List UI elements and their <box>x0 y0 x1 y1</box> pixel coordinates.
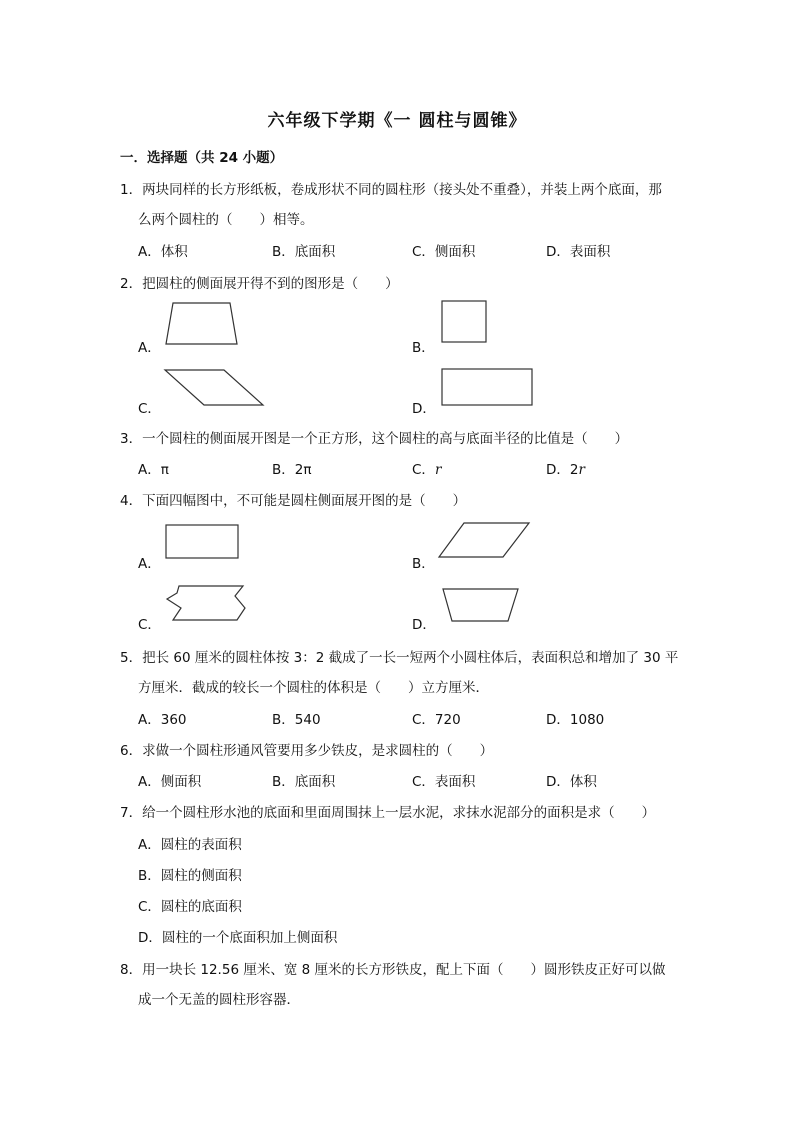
q3-option-d-letter: D．2 <box>546 462 579 478</box>
q2-option-c-label[interactable]: C． <box>138 401 161 417</box>
q4-option-b-label[interactable]: B． <box>412 556 435 572</box>
q7-option-b[interactable]: B．圆柱的侧面积 <box>138 868 242 884</box>
page-title: 六年级下学期《一 圆柱与圆锥》 <box>267 111 527 131</box>
q2-option-b-label[interactable]: B． <box>412 340 435 356</box>
q4-trapezoid-figure <box>442 588 522 624</box>
q6-option-d[interactable]: D．体积 <box>546 774 597 790</box>
q2-square-figure <box>441 300 489 344</box>
q3-text: 3．一个圆柱的侧面展开图是一个正方形，这个圆柱的高与底面半径的比值是（ ） <box>120 431 629 447</box>
q5-text-line2: 方厘米．截成的较长一个圆柱的体积是（ ）立方厘米． <box>138 680 489 696</box>
q1-text-line1: 1．两块同样的长方形纸板，卷成形状不同的圆柱形（接头处不重叠），并装上两个底面，那 <box>120 182 662 198</box>
q4-zigzag-figure <box>165 584 249 624</box>
q2-text: 2．把圆柱的侧面展开得不到的图形是（ ） <box>120 276 399 292</box>
q3-option-d-var: r <box>578 462 585 478</box>
q7-option-a[interactable]: A．圆柱的表面积 <box>138 837 242 853</box>
q6-option-a[interactable]: A．侧面积 <box>138 774 202 790</box>
q7-option-d[interactable]: D．圆柱的一个底面积加上侧面积 <box>138 930 338 946</box>
q3-option-c-var: r <box>434 462 442 478</box>
q4-parallelogram-figure <box>438 522 532 560</box>
q2-rectangle-figure <box>441 368 535 408</box>
q3-option-a[interactable]: A．π <box>138 462 169 478</box>
q2-option-d-label[interactable]: D． <box>412 401 436 417</box>
q3-option-d[interactable] <box>546 458 585 478</box>
q6-option-b[interactable]: B．底面积 <box>272 774 336 790</box>
q5-text-line1: 5．把长 60 厘米的圆柱体按 3：2 截成了一长一短两个小圆柱体后，表面积总和增加了 30 平 <box>120 650 679 666</box>
q4-option-d-label[interactable]: D． <box>412 617 436 633</box>
q4-text: 4．下面四幅图中，不可能是圆柱侧面展开图的是（ ） <box>120 493 467 509</box>
q3-option-c[interactable] <box>412 458 441 478</box>
q5-option-c[interactable]: C．720 <box>412 712 461 728</box>
q2-trapezoid-figure <box>165 302 245 346</box>
q8-text-line2: 成一个无盖的圆柱形容器． <box>138 992 300 1008</box>
q8-text-line1: 8．用一块长 12.56 厘米、宽 8 厘米的长方形铁皮，配上下面（ ）圆形铁皮正好可以做 <box>120 962 666 978</box>
q7-text: 7．给一个圆柱形水池的底面和里面周围抹上一层水泥，求抹水泥部分的面积是求（ ） <box>120 805 656 821</box>
q1-option-a[interactable]: A．体积 <box>138 244 188 260</box>
q5-option-d[interactable]: D．1080 <box>546 712 605 728</box>
q5-option-a[interactable]: A．360 <box>138 712 187 728</box>
q4-option-a-label[interactable]: A． <box>138 556 161 572</box>
q1-option-c[interactable]: C．侧面积 <box>412 244 476 260</box>
q1-option-d[interactable]: D．表面积 <box>546 244 611 260</box>
q2-option-a-label[interactable]: A． <box>138 340 161 356</box>
q3-option-b[interactable]: B．2π <box>272 462 312 478</box>
section-heading: 一．选择题（共 24 小题） <box>120 150 284 166</box>
q6-text: 6．求做一个圆柱形通风管要用多少铁皮，是求圆柱的（ ） <box>120 743 494 759</box>
q1-option-b[interactable]: B．底面积 <box>272 244 336 260</box>
q3-option-c-letter: C． <box>412 462 435 478</box>
q7-option-c[interactable]: C．圆柱的底面积 <box>138 899 242 915</box>
q4-option-c-label[interactable]: C． <box>138 617 161 633</box>
q6-option-c[interactable]: C．表面积 <box>412 774 476 790</box>
q2-parallelogram-figure <box>163 368 267 408</box>
q5-option-b[interactable]: B．540 <box>272 712 321 728</box>
q4-rectangle-figure <box>165 524 241 560</box>
q1-text-line2: 么两个圆柱的（ ）相等。 <box>138 212 314 228</box>
